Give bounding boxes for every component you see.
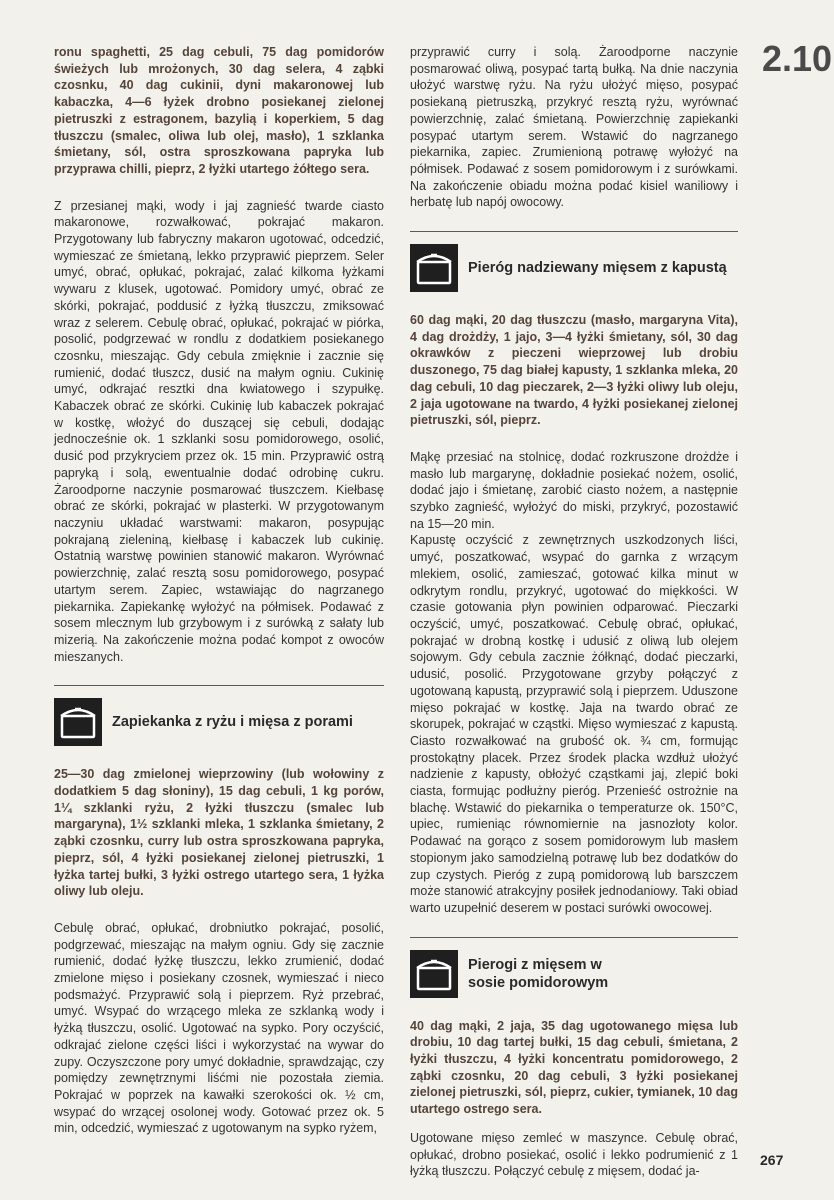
recipe-divider [410, 937, 738, 938]
intro-instructions: Z przesianej mąki, wody i jaj zagnieść twarde ciasto makaronowe, rozwałkować, pokrajać makaron. Przygotowany lub fabryczny makaron ugotować, odcedzić, wymieszać ze śmietaną, lekko przyprawić pieprzem. Seler umyć, obrać, opłukać, pokrajać, zalać kilkoma łyżkami wywaru z klusek, ugotować. Pomidory umyć, obrać ze skórki, pokrajać, poddusić z łyżką tłuszczu, zmiksować wraz z selerem. Cebulę obrać, opłukać, pokrajać w piórka, posolić, podgrzewać w rondlu z dodatkiem posiekanego czosnku, mieszając. Gdy cebula zmięknie i zacznie się rumienić, dodać tłuszcz, dusić na małym ogniu. Cukinię umyć, odkrajać resztki dna kwiatowego i szypułkę. Kabaczek obrać ze skórki. Cukinię lub kabaczek pokrajać w kostkę, włożyć do duszącej się cebuli, dodając jednocześnie ok. 1 szklanki sosu pomidorowego, osolić, dusić pod przykryciem przez ok. 15 min. Przyprawić ostrą papryką i solą, ewentualnie dodać odrobinę cukru. Żaroodporne naczynie posmarować tłuszczem. Kiełbasę obrać ze skórki, pokrajać w plasterki. W przygotowanym naczyniu układać warstwami: makaron, posypując pokrajaną zieleniną, kiełbasę i kabaczek lub cukinię. Ostatnią warstwę powinien stanowić makaron. Wyrównać powierzchnię, zalać resztą sosu pomidorowego, posypać utartym serem. Zapiec, wstawiając do nagrzanego piekarnika. Zapiekankę wyłożyć na półmisek. Podawać z sosem mlecznym lub grzybowym i z surówką z sałaty lub mizerią. Na zakończenie można podać kompot z owoców mieszanych. [54, 198, 384, 664]
recipe-ingredients: 40 dag mąki, 2 jaja, 35 dag ugotowanego mięsa lub drobiu, 10 dag tartej bułki, 15 dag cebuli, śmietana, 2 łyżki tłuszczu, 4 łyżki koncentratu pomidorowego, 2 ząbki czosnku, 20 dag cebuli, 3 łyżki posiekanej zielonej pietruszki, sól, pieprz, cukier, tymianek, 10 dag utartego ostrego sera. [410, 1018, 738, 1117]
page-number: 267 [760, 1152, 784, 1168]
recipe-header [410, 944, 738, 1004]
recipe-instructions: Mąkę przesiać na stolnicę, dodać rozkruszone drożdże i masło lub margarynę, dokładnie posiekać nożem, osolić, dodać jajo i śmietanę, zarobić ciasto nożem, a następnie szybko zagnieść, wyłożyć do miski, przykryć, pozostawić na 15—20 min. [410, 449, 738, 531]
left-column [54, 44, 384, 1137]
recipe-instructions: Kapustę oczyścić z zewnętrznych uszkodzonych liści, umyć, poszatkować, wsypać do garnka z wrzącym mlekiem, osolić, zamieszać, gotować kilka minut w odkrytym rondlu, przykryć, ugotować do miękkości. W czasie gotowania płyn powinien odparować. Pieczarki oczyścić, umyć, poszatkować. Cebulę obrać, opłukać, pokrajać w drobną kostkę i udusić z oliwą lub olejem sojowym. Gdy cebula zacznie żółknąć, dodać pieczarki, udusić, posolić. Przygotowane grzyby połączyć z ugotowaną kapustą, przyprawić solą i pieprzem. Uduszone mięso pokrajać w kostkę. Jaja na twardo obrać ze skorupek, pokrajać w cząstki. Mięso wymieszać z kapustą. Ciasto rozwałkować na grubość ok. ¾ cm, formując prostokątny placek. Przez środek placka wzdłuż ułożyć nadzienie z kapusty, obłożyć cząstkami jaj, zlepić boki ciasta, formując podłużny pieróg. Przenieść ostrożnie na blachę. Wstawić do piekarnika o temperaturze ok. 150°C, upiec, rumieniąc równomiernie na jasnozłoty kolor. Podawać na gorąco z sosem pomidorowym lub masłem stopionym jako samodzielną potrawę lub bez dodatków do zup czystych. Pieróg z zupą pomidorową lub barszczem może stanowić atrakcyjny posiłek jednodaniowy. Taki obiad warto uzupełnić deserem w postaci surówki owocowej. [410, 533, 738, 915]
pot-icon [410, 244, 458, 292]
recipe-instructions: Ugotowane mięso zemleć w maszynce. Cebulę obrać, opłukać, drobno posiekać, osolić i lekko podrumienić z 1 łyżką tłuszczu. Połączyć cebulę z mięsem, dodać ja- [410, 1130, 738, 1179]
right-column [410, 44, 738, 1180]
pot-icon [54, 698, 102, 746]
chapter-number: 2.10 [762, 38, 833, 79]
continued-instructions: przyprawić curry i solą. Żaroodporne naczynie posmarować oliwą, posypać tartą bułką. Na dnie naczynia ułożyć warstwę ryżu. Na ryżu ułożyć mięso, posypać posiekaną pietruszką, przykryć resztą ryżu, wyrównać powierzchnię, zalać śmietaną. Powierzchnię zapiekanki posypać utartym serem. Wstawić do nagrzanego piekarnika, zapiec. Zrumienioną potrawę wyłożyć na półmisek. Podawać z sosem pomidorowym i z surówkami. Na zakończenie obiadu można podać kisiel waniliowy i herbatę lub napój owocowy. [410, 45, 738, 210]
recipe-divider [54, 685, 384, 686]
recipe-header [410, 238, 738, 298]
recipe-header [54, 692, 384, 752]
pot-icon [410, 950, 458, 998]
recipe-title: Zapiekanka z ryżu i mięsa z porami [112, 714, 353, 731]
recipe-divider [410, 231, 738, 232]
recipe-title: Pieróg nadziewany mięsem z kapustą [468, 260, 727, 277]
recipe-ingredients: 60 dag mąki, 20 dag tłuszczu (masło, margaryna Vita), 4 dag drożdży, 1 jajo, 3—4 łyżki śmietany, sól, 30 dag okrawków z pieczeni wieprzowej lub drobiu duszonego, 75 dag białej kapusty, 1 szklanka mleka, 20 dag cebuli, 10 dag pieczarek, 2—3 łyżki oliwy lub oleju, 2 jaja ugotowane na twardo, 4 łyżki posiekanej zielonej pietruszki, sól, pieprz. [410, 313, 738, 428]
intro-ingredients: ronu spaghetti, 25 dag cebuli, 75 dag pomidorów świeżych lub mrożonych, 30 dag selera, 4 ząbki czosnku, 40 dag cukinii, dyni makaronowej lub kabaczka, 4—6 łyżek drobno posiekanej zielonej pietruszki z estragonem, bazylią i koperkiem, 5 dag tłuszczu (smalec, oliwa lub olej, masło), 1 szklanka śmietany, sól, ostra sproszkowana papryka lub przyprawa chilli, pieprz, 2 łyżki utartego żółtego sera. [54, 45, 384, 176]
recipe-ingredients: 25—30 dag zmielonej wieprzowiny (lub wołowiny z dodatkiem 5 dag słoniny), 15 dag cebuli, 1 kg porów, 1¼ szklanki ryżu, 2 łyżki tłuszczu (smalec lub margaryna), 1½ szklanki mleka, 1 szklanka śmietany, 2 ząbki czosnku, curry lub ostra sproszkowana papryka, pieprz, sól, 4 łyżki posiekanej zielonej pietruszki, 1 łyżka tartej bułki, 3 łyżki ostrego utartego sera, 1 łyżka oliwy lub oleju. [54, 767, 384, 899]
recipe-title: Pierogi z mięsem w sosie pomidorowym [468, 956, 609, 991]
recipe-instructions: Cebulę obrać, opłukać, drobniutko pokrajać, posolić, podgrzewać, mieszając na małym ogniu. Gdy się zacznie rumienić, dodać łyżkę tłuszczu, lekko zrumienić, dodać zmielone mięso i posiekany czosnek, wymieszać i nieco podsmażyć. Przyprawić solą i pieprzem. Ryż przebrać, umyć. Wsypać do wrzącego mleka ze szklanką wody i łyżką tłuszczu, osolić. Ugotować na sypko. Pory oczyścić, odkrajać zielone części liści i wykorzystać na wywar do zupy. Oczyszczone pory umyć dokładnie, sprawdzając, czy pomiędzy zewnętrznymi liśćmi nie pozostała ziemia. Pokrajać w poprzek na kawałki szerokości ok. ½ cm, wsypać do wrzącej osolonej wody. Gotować przez ok. 5 min, odcedzić, wymieszać z ugotowanym na sypko ryżem, [54, 920, 384, 1136]
